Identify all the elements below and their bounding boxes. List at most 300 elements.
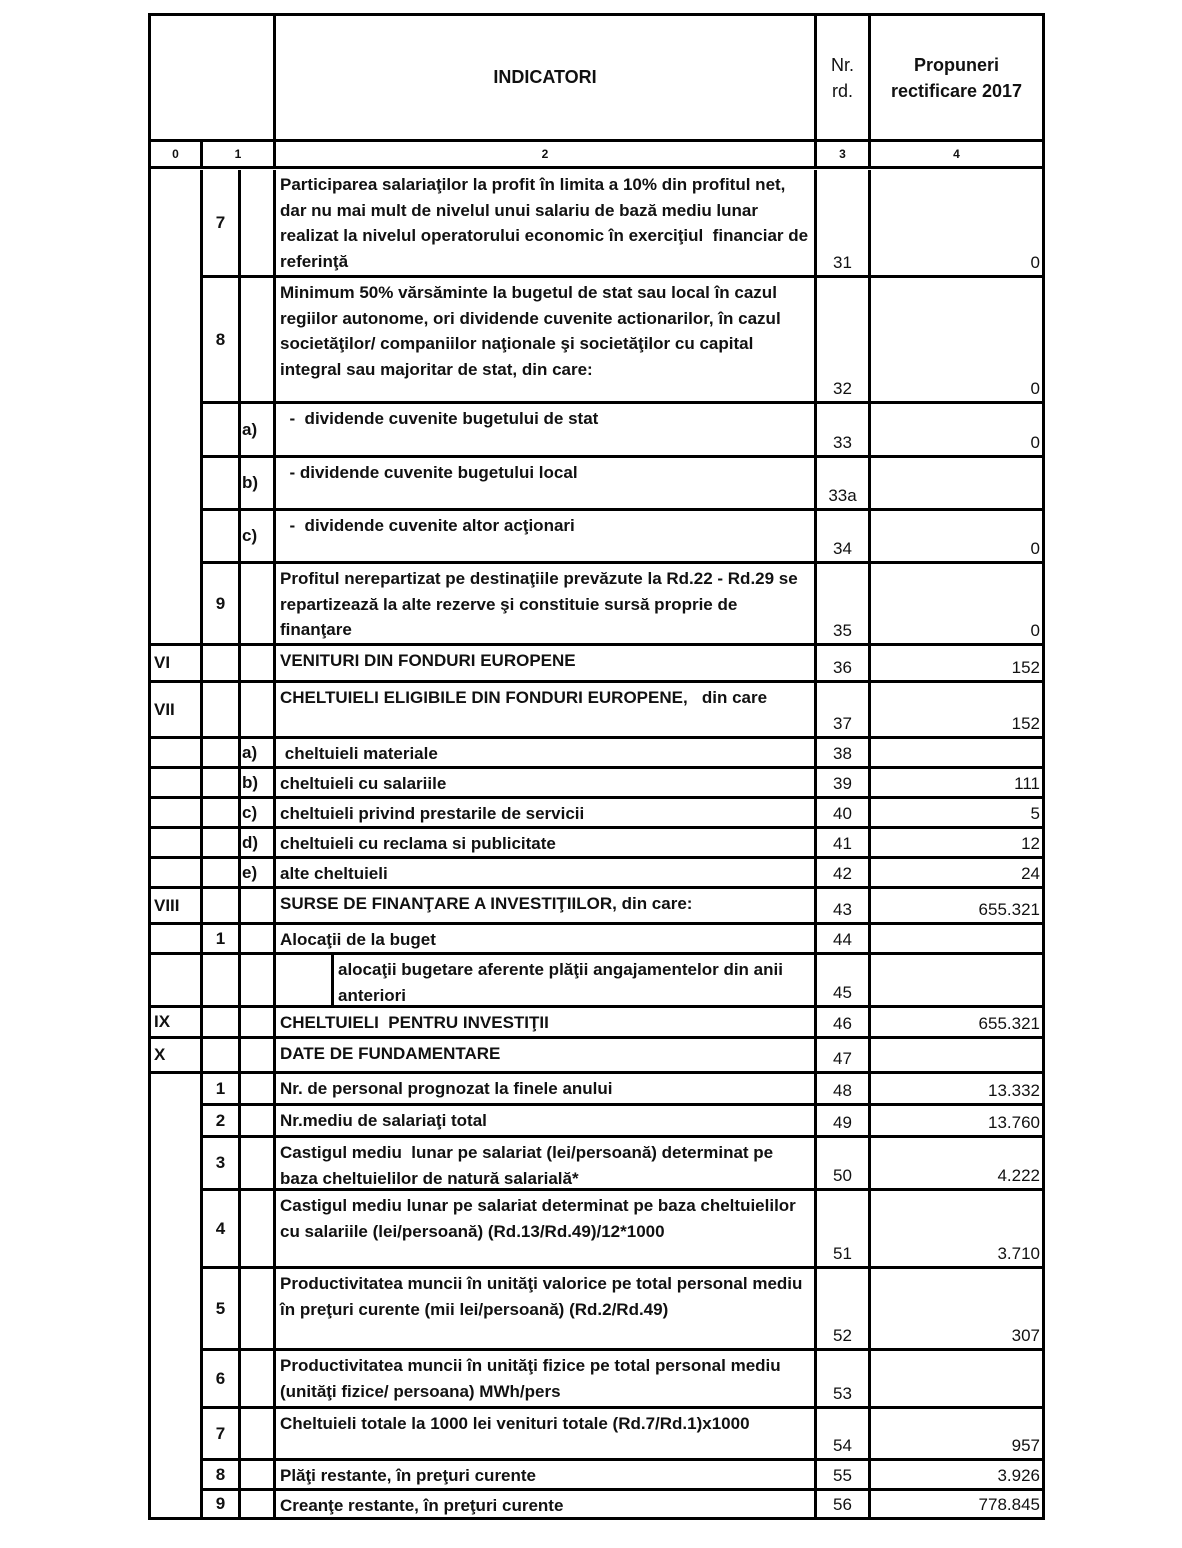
row-section-cell (151, 799, 203, 829)
row-indicator-text: cheltuieli cu reclama si publicitate (280, 834, 556, 853)
row-value: 778.845 (978, 1495, 1040, 1514)
table-row (151, 829, 1042, 859)
row-indicator-cell (276, 564, 817, 646)
table-row (151, 769, 1042, 799)
row-index: 8 (215, 329, 226, 349)
header-propuneri-line2: rectificare 2017 (890, 80, 1023, 101)
row-section-cell (151, 739, 203, 769)
row-indicator-cell (276, 925, 817, 955)
row-value-cell (871, 1461, 1042, 1491)
row-indicator-text: CHELTUIELI PENTRU INVESTIŢII (280, 1013, 549, 1032)
row-nr-cell (817, 955, 871, 1008)
row-index-cell (203, 769, 241, 799)
row-value: 111 (1014, 774, 1040, 793)
row-section-roman: VI (154, 653, 171, 672)
row-indicator-text: Creanţe restante, în preţuri curente (280, 1496, 564, 1515)
row-number: 37 (833, 714, 852, 733)
row-number: 44 (833, 930, 852, 949)
row-section-roman: IX (154, 1012, 171, 1031)
row-indicator-text: - dividende cuvenite bugetului local (280, 463, 578, 482)
row-indicator-text: Productivitatea muncii în unităţi fizice pe total personal mediu (unităţi fizice/ persoana) MWh/pers (280, 1356, 786, 1401)
header-indicatori-label: INDICATORI (493, 67, 597, 87)
row-value-cell (871, 458, 1042, 511)
table-row (151, 925, 1042, 955)
row-nr-cell (817, 511, 871, 564)
row-value: 152 (1011, 714, 1040, 733)
row-value-cell (871, 955, 1042, 1008)
row-nr-cell (817, 769, 871, 799)
colnum-2-label: 2 (541, 147, 549, 161)
row-value-cell (871, 1074, 1042, 1106)
row-indicator-text: Castigul mediu lunar pe salariat (lei/persoană) determinat pe baza cheltuielilor de natură salarială* (280, 1143, 778, 1188)
row-indicator-cell (276, 799, 817, 829)
row-indicator-cell (276, 1269, 817, 1351)
row-section-cell (151, 1039, 203, 1074)
row-index: 8 (215, 1464, 226, 1484)
row-indicator-text: Plăţi restante, în preţuri curente (280, 1466, 537, 1485)
row-sub-cell (241, 1074, 276, 1106)
row-sub-cell (241, 1138, 276, 1191)
row-index: 1 (215, 928, 226, 948)
row-section-cell (151, 683, 203, 739)
row-index-cell (203, 1461, 241, 1491)
row-indicator-text: - dividende cuvenite bugetului de stat (280, 409, 599, 428)
row-number: 35 (833, 621, 852, 640)
row-nr-cell (817, 683, 871, 739)
row-indicator-cell (276, 278, 817, 404)
row-sub-cell (241, 1461, 276, 1491)
row-value: 24 (1021, 864, 1040, 883)
row-index-cell (203, 511, 241, 564)
row-value-cell (871, 1409, 1042, 1461)
row-sub-letter: b) (242, 473, 259, 492)
header-indicatori (276, 16, 817, 142)
row-number: 53 (833, 1384, 852, 1403)
row-nr-cell (817, 1008, 871, 1039)
row-value-cell (871, 889, 1042, 925)
row-sub-letter: b) (242, 772, 259, 792)
row-nr-cell (817, 925, 871, 955)
row-nr-cell (817, 1351, 871, 1409)
row-sub-cell (241, 859, 276, 889)
row-value-cell (871, 1191, 1042, 1269)
table-row (151, 1074, 1042, 1106)
row-value-cell (871, 646, 1042, 683)
row-index-cell (203, 1191, 241, 1269)
row-index: 6 (215, 1368, 226, 1388)
row-index-cell (203, 1351, 241, 1409)
row-number: 55 (833, 1466, 852, 1485)
row-sub-cell (241, 1008, 276, 1039)
row-number: 33a (828, 486, 857, 505)
row-sub-letter: d) (242, 832, 259, 852)
row-value-cell (871, 1008, 1042, 1039)
row-number: 40 (833, 804, 852, 823)
row-indicator-cell (276, 859, 817, 889)
row-indent-cell (276, 955, 334, 1008)
row-indicator-cell (276, 1461, 817, 1491)
table-row (151, 1191, 1042, 1269)
colnum-4 (871, 142, 1042, 169)
row-section-roman: VII (154, 699, 175, 719)
row-number: 47 (833, 1049, 852, 1068)
table-row (151, 511, 1042, 564)
colnum-1 (203, 142, 276, 169)
row-value: 0 (1030, 621, 1040, 640)
row-indicator-text: cheltuieli cu salariile (280, 774, 447, 793)
row-number: 52 (833, 1326, 852, 1345)
row-indicator-cell (276, 458, 817, 511)
row-section-cell (151, 889, 203, 925)
table-row (151, 1409, 1042, 1461)
row-section-cell (151, 646, 203, 683)
row-value: 0 (1030, 379, 1040, 398)
row-value-cell (871, 829, 1042, 859)
row-index: 1 (215, 1078, 226, 1098)
row-section-cell (151, 925, 203, 955)
row-sub-letter: c) (242, 802, 258, 822)
colnum-3-label: 3 (839, 147, 846, 161)
row-nr-cell (817, 889, 871, 925)
row-indicator-cell (276, 511, 817, 564)
row-index-cell (203, 564, 241, 646)
row-index-cell (203, 646, 241, 683)
row-section-cell (151, 1008, 203, 1039)
row-value: 3.926 (997, 1466, 1040, 1485)
row-sub-cell (241, 1269, 276, 1351)
row-section-cell (151, 1491, 203, 1517)
row-indicator-text: alocaţii bugetare aferente plăţii angajamentelor din anii anteriori (338, 960, 783, 1005)
row-sub-cell (241, 925, 276, 955)
row-sub-letter: a) (242, 419, 258, 439)
row-nr-cell (817, 278, 871, 404)
table-header (151, 16, 1042, 142)
row-indicator-text: cheltuieli privind prestarile de servicii (280, 804, 585, 823)
row-value-cell (871, 404, 1042, 458)
row-number: 39 (833, 774, 852, 793)
row-nr-cell (817, 1138, 871, 1191)
row-nr-cell (817, 1269, 871, 1351)
row-section-cell (151, 1351, 203, 1409)
row-sub-letter: c) (242, 526, 258, 545)
row-indicator-text: alte cheltuieli (280, 864, 388, 883)
header-nr-rd-line1: Nr. (830, 54, 854, 75)
row-number: 45 (833, 983, 852, 1002)
table-row (151, 1008, 1042, 1039)
table-row (151, 1491, 1042, 1517)
table-row (151, 739, 1042, 769)
row-section-cell (151, 769, 203, 799)
table-row (151, 1039, 1042, 1074)
row-indicator-cell (276, 1138, 817, 1191)
row-nr-cell (817, 1191, 871, 1269)
row-value-cell (871, 859, 1042, 889)
row-value-cell (871, 1269, 1042, 1351)
row-indicator-text: Profitul nerepartizat pe destinaţiile prevăzute la Rd.22 - Rd.29 se repartizează la alte rezerve şi constituie sursă proprie de finanţare (280, 569, 803, 639)
row-value: 307 (1011, 1326, 1040, 1345)
colnum-1-label: 1 (234, 147, 242, 161)
table-row (151, 564, 1042, 646)
row-indicator-text: Cheltuieli totale la 1000 lei venituri totale (Rd.7/Rd.1)x1000 (280, 1414, 750, 1433)
indicators-table (148, 13, 1045, 1520)
header-nr-rd (817, 16, 871, 142)
row-value: 655.321 (978, 900, 1040, 919)
row-nr-cell (817, 1074, 871, 1106)
row-value-cell (871, 925, 1042, 955)
row-number: 54 (833, 1436, 852, 1455)
row-indicator-cell (276, 170, 817, 278)
row-value-cell (871, 1106, 1042, 1138)
row-indicator-cell (276, 1074, 817, 1106)
row-number: 36 (833, 658, 852, 677)
row-number: 38 (833, 744, 852, 763)
row-number: 50 (833, 1166, 852, 1185)
row-nr-cell (817, 1491, 871, 1517)
row-indicator-cell (276, 1008, 817, 1039)
row-index-cell (203, 1269, 241, 1351)
row-value-cell (871, 739, 1042, 769)
row-value-cell (871, 511, 1042, 564)
row-indicator-cell (276, 1409, 817, 1461)
row-index: 5 (215, 1298, 226, 1318)
table-row (151, 1269, 1042, 1351)
row-sub-cell (241, 1409, 276, 1461)
row-indicator-text: Alocaţii de la buget (280, 930, 436, 949)
row-section-cell (151, 564, 203, 646)
row-index: 2 (215, 1110, 226, 1130)
colnum-2 (276, 142, 817, 169)
row-sub-cell (241, 511, 276, 564)
row-value-cell (871, 1491, 1042, 1517)
header-blank-cell (151, 16, 276, 142)
row-indicator-text: SURSE DE FINANŢARE A INVESTIŢIILOR, din care: (280, 894, 693, 913)
row-sub-letter: a) (242, 742, 258, 762)
row-index-cell (203, 170, 241, 278)
row-value-cell (871, 1039, 1042, 1074)
table-row (151, 859, 1042, 889)
row-indicator-text: - dividende cuvenite altor acţionari (280, 516, 575, 535)
row-section-cell (151, 829, 203, 859)
row-value: 655.321 (978, 1014, 1040, 1033)
row-index-cell (203, 829, 241, 859)
column-number-row (151, 142, 1042, 169)
row-value-cell (871, 564, 1042, 646)
header-nr-rd-line2: rd. (831, 80, 853, 101)
row-number: 49 (833, 1113, 852, 1132)
row-index-cell (203, 889, 241, 925)
row-section-roman: X (154, 1045, 166, 1064)
row-section-cell (151, 859, 203, 889)
row-indicator-text: Minimum 50% vărsăminte la bugetul de stat sau local în cazul regiilor autonome, ori dividende cuvenite actionarilor, în cazul societăţilor/ companiilor naţionale şi societăţilor cu capital integral sau majoritar de stat, din care: (280, 283, 786, 379)
row-indicator-cell (276, 769, 817, 799)
row-sub-cell (241, 889, 276, 925)
row-value: 0 (1030, 433, 1040, 452)
row-section-cell (151, 458, 203, 511)
row-index: 9 (215, 1494, 226, 1513)
row-indicator-cell (276, 1106, 817, 1138)
row-number: 31 (833, 253, 852, 272)
row-index-cell (203, 1409, 241, 1461)
row-indicator-text: DATE DE FUNDAMENTARE (280, 1044, 501, 1063)
row-value: 12 (1021, 834, 1040, 853)
table-row (151, 1138, 1042, 1191)
row-value: 0 (1030, 539, 1040, 558)
row-indicator-text: Participarea salariaţilor la profit în limita a 10% din profitul net, dar nu mai mult de nivelul unui salariu de bază mediu lunar realizat la nivelul operatorului economic în exerciţiul financiar de referinţă (280, 175, 813, 271)
row-index-cell (203, 925, 241, 955)
row-value: 13.760 (988, 1113, 1040, 1132)
row-nr-cell (817, 799, 871, 829)
row-section-cell (151, 1461, 203, 1491)
table-row (151, 278, 1042, 404)
row-index-cell (203, 404, 241, 458)
table-row (151, 1351, 1042, 1409)
row-sub-cell (241, 564, 276, 646)
row-number: 41 (833, 834, 852, 853)
row-nr-cell (817, 564, 871, 646)
row-value-cell (871, 170, 1042, 278)
row-nr-cell (817, 1039, 871, 1074)
row-value: 4.222 (997, 1166, 1040, 1185)
row-sub-cell (241, 683, 276, 739)
row-value-cell (871, 799, 1042, 829)
row-nr-cell (817, 646, 871, 683)
colnum-3 (817, 142, 871, 169)
table-row (151, 1461, 1042, 1491)
row-sub-cell (241, 1351, 276, 1409)
row-index-cell (203, 1039, 241, 1074)
row-sub-cell (241, 799, 276, 829)
row-section-cell (151, 1269, 203, 1351)
row-indicator-text: Productivitatea muncii în unităţi valorice pe total personal mediu în preţuri curente (mii lei/persoană) (Rd.2/Rd.49) (280, 1274, 808, 1319)
row-sub-cell (241, 739, 276, 769)
row-sub-cell (241, 404, 276, 458)
row-number: 34 (833, 539, 852, 558)
row-value: 0 (1030, 253, 1040, 272)
row-sub-letter: e) (242, 862, 258, 882)
row-index-cell (203, 458, 241, 511)
row-value-cell (871, 278, 1042, 404)
table-row (151, 404, 1042, 458)
row-index-cell (203, 1106, 241, 1138)
row-nr-cell (817, 1461, 871, 1491)
row-section-roman: VIII (154, 895, 180, 915)
row-index-cell (203, 799, 241, 829)
row-indicator-cell (276, 889, 817, 925)
row-index: 3 (215, 1153, 226, 1172)
row-indicator-cell (276, 683, 817, 739)
row-nr-cell (817, 829, 871, 859)
header-propuneri-line1: Propuneri (913, 54, 999, 75)
row-indicator-text: Nr.mediu de salariaţi total (280, 1111, 487, 1130)
row-nr-cell (817, 859, 871, 889)
row-number: 51 (833, 1244, 852, 1263)
row-sub-cell (241, 1039, 276, 1074)
row-indicator-cell (276, 1491, 817, 1517)
row-number: 46 (833, 1014, 852, 1033)
row-indicator-cell (276, 739, 817, 769)
table-row (151, 646, 1042, 683)
row-sub-cell (241, 955, 276, 1008)
row-sub-cell (241, 278, 276, 404)
row-indicator-text: Nr. de personal prognozat la finele anului (280, 1079, 613, 1098)
row-value: 957 (1011, 1436, 1040, 1455)
row-section-cell (151, 511, 203, 564)
row-value-cell (871, 1138, 1042, 1191)
row-index: 9 (215, 593, 226, 613)
row-sub-cell (241, 829, 276, 859)
row-index-cell (203, 1491, 241, 1517)
row-value: 5 (1030, 804, 1040, 823)
row-section-cell (151, 1074, 203, 1106)
row-section-cell (151, 955, 203, 1008)
row-section-cell (151, 1138, 203, 1191)
row-indicator-text: cheltuieli materiale (280, 744, 438, 763)
row-index-cell (203, 683, 241, 739)
row-indicator-cell (276, 1351, 817, 1409)
row-index-cell (203, 278, 241, 404)
table-row (151, 170, 1042, 278)
row-index: 7 (215, 212, 226, 232)
table-row (151, 683, 1042, 739)
row-number: 42 (833, 864, 852, 883)
row-index-cell (203, 1008, 241, 1039)
row-number: 32 (833, 379, 852, 398)
row-value: 152 (1011, 658, 1040, 677)
row-section-cell (151, 1191, 203, 1269)
row-value-cell (871, 1351, 1042, 1409)
colnum-4-label: 4 (953, 147, 960, 161)
row-number: 56 (833, 1495, 852, 1514)
row-indicator-cell (276, 646, 817, 683)
row-index-cell (203, 1138, 241, 1191)
colnum-0-label: 0 (172, 147, 179, 161)
row-nr-cell (817, 1106, 871, 1138)
row-value-cell (871, 769, 1042, 799)
row-nr-cell (817, 1409, 871, 1461)
row-number: 43 (833, 900, 852, 919)
row-number: 33 (833, 433, 852, 452)
row-sub-cell (241, 1106, 276, 1138)
row-indicator-text: Castigul mediu lunar pe salariat determinat pe baza cheltuielilor cu salariile (lei/persoană) (Rd.13/Rd.49)/12*1000 (280, 1196, 801, 1241)
row-indicator-cell (276, 1191, 817, 1269)
row-indicator-cell (276, 1039, 817, 1074)
table-row (151, 955, 1042, 1008)
row-index-cell (203, 739, 241, 769)
table-row (151, 889, 1042, 925)
row-section-cell (151, 170, 203, 278)
row-nr-cell (817, 170, 871, 278)
row-section-cell (151, 1409, 203, 1461)
row-sub-cell (241, 458, 276, 511)
row-number: 48 (833, 1081, 852, 1100)
row-sub-cell (241, 170, 276, 278)
row-section-cell (151, 278, 203, 404)
row-section-cell (151, 404, 203, 458)
row-indicator-text: CHELTUIELI ELIGIBILE DIN FONDURI EUROPENE, din care (280, 688, 768, 707)
row-value: 13.332 (988, 1081, 1040, 1100)
row-index: 4 (215, 1218, 226, 1238)
row-indicator-text: VENITURI DIN FONDURI EUROPENE (280, 651, 576, 670)
table-row (151, 799, 1042, 829)
table-row (151, 1106, 1042, 1138)
colnum-0 (151, 142, 203, 169)
row-value: 3.710 (997, 1244, 1040, 1263)
row-index-cell (203, 1074, 241, 1106)
row-sub-cell (241, 1491, 276, 1517)
row-nr-cell (817, 404, 871, 458)
row-indicator-cell (334, 955, 817, 1008)
table-row (151, 458, 1042, 511)
